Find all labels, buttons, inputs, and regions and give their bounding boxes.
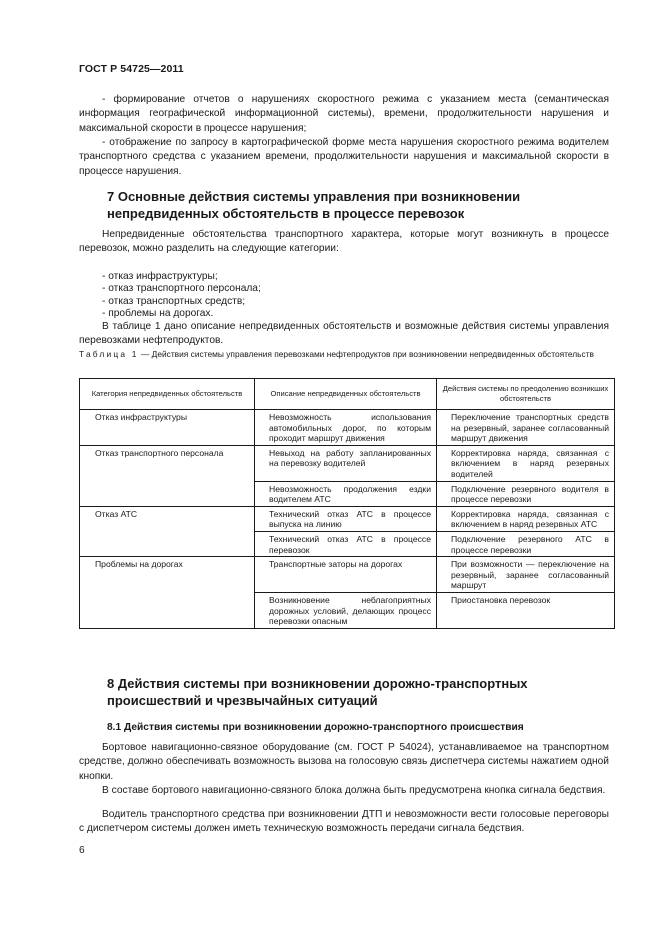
table-header-row	[80, 379, 615, 410]
row-category	[80, 481, 255, 506]
row-category: Проблемы на дорогах	[80, 557, 255, 593]
table-caption	[79, 349, 609, 360]
column-header-description: Описание непредвиденных обстоятельств	[255, 379, 437, 410]
list-item: - отказ инфраструктуры;	[102, 271, 218, 282]
intro-paragraph-1: - формирование отчетов о нарушениях скоростного режима с указанием места (семантическая информация географической информационной системы), времени, продолжительности нарушения и максимальной скорости в процессе нарушения;	[79, 94, 609, 134]
row-description: Технический отказ АТС в процессе перевозок	[255, 531, 437, 556]
row-description: Возникновение неблагоприятных дорожных условий, делающих процесс перевозки опасным	[255, 592, 437, 628]
row-description: Невозможность продолжения ездки водителем АТС	[255, 481, 437, 506]
row-category	[80, 531, 255, 556]
row-description: Невозможность использования автомобильных дорог, по которым проходит маршрут движения	[255, 410, 437, 446]
row-action: Подключение резервного водителя в процессе перевозки	[437, 481, 615, 506]
row-action: Корректировка наряда, связанная с включением в наряд резервных водителей	[437, 445, 615, 481]
row-category	[80, 592, 255, 628]
row-action: Приостановка перевозок	[437, 592, 615, 628]
section-7-intro: Непредвиденные обстоятельства транспортного характера, которые могут возникнуть в процессе перевозок, можно разделить на следующие категории:	[79, 229, 609, 255]
intro-paragraph-2: - отображение по запросу в картографической форме места нарушения скоростного режима водителем транспортного средства с указанием времени, продолжительности нарушения и максимальной скорости в процессе нарушения.	[79, 137, 609, 177]
table-caption-label: Таблица 1	[79, 349, 139, 359]
page-number: 6	[79, 845, 85, 856]
column-header-category: Категория непредвиденных обстоятельств	[80, 379, 255, 410]
category-list	[102, 271, 261, 321]
table-row	[80, 531, 615, 556]
table-reference-paragraph: В таблице 1 дано описание непредвиденных обстоятельств и возможные действия системы управления перевозками нефтепродуктов.	[79, 321, 609, 347]
table-row	[80, 506, 615, 531]
table-row	[80, 481, 615, 506]
row-action: Корректировка наряда, связанная с включением в наряд резервных АТС	[437, 506, 615, 531]
section-8-paragraph-1: Бортовое навигационно-связное оборудование (см. ГОСТ Р 54024), устанавливаемое на транспортном средстве, должно обеспечивать возможность вызова на голосовую связь диспетчера системы нажатием одной кнопки.	[79, 742, 609, 782]
list-item: - отказ транспортных средств;	[102, 295, 246, 307]
row-description: Транспортные заторы на дорогах	[255, 557, 437, 593]
column-header-action: Действия системы по преодолению возникших обстоятельств	[437, 379, 615, 410]
table-caption-text: — Действия системы управления перевозками нефтепродуктов при возникновении непредвиденных обстоятельств	[138, 349, 594, 359]
standard-header: ГОСТ Р 54725—2011	[79, 63, 184, 75]
list-item: - проблемы на дорогах.	[102, 308, 214, 320]
subsection-8-1-title: 8.1 Действия системы при возникновении дорожно-транспортного происшествия	[107, 722, 524, 733]
row-action: При возможности — переключение на резервный, заранее согласованный маршрут	[437, 557, 615, 593]
table-row	[80, 557, 615, 593]
row-description: Невыход на работу запланированных на перевозку водителей	[255, 445, 437, 481]
row-category: Отказ инфраструктуры	[80, 410, 255, 446]
list-item: - отказ транспортного персонала;	[102, 283, 261, 295]
row-action: Переключение транспортных средств на резервный, заранее согласованный маршрут движения	[437, 410, 615, 446]
row-action: Подключение резервного АТС в процессе перевозки	[437, 531, 615, 556]
section-8-paragraph-3: Водитель транспортного средства при возникновении ДТП и невозможности вести голосовые переговоры с диспетчером системы должен иметь техническую возможность передачи сигнала бедствия.	[79, 809, 609, 835]
row-category: Отказ АТС	[80, 506, 255, 531]
section-8-paragraph-2: В составе бортового навигационно-связного блока должна быть предусмотрена кнопка сигнала бедствия.	[102, 785, 606, 796]
row-description: Технический отказ АТС в процессе выпуска на линию	[255, 506, 437, 531]
table-row	[80, 592, 615, 628]
section-8-title: 8 Действия системы при возникновении дорожно-транспортных происшествий и чрезвычайных ситуаций	[107, 676, 528, 708]
table-row	[80, 445, 615, 481]
row-category: Отказ транспортного персонала	[80, 445, 255, 481]
section-7-title: 7 Основные действия системы управления при возникновении непредвиденных обстоятельств в процессе перевозок	[107, 189, 521, 221]
table-row	[80, 410, 615, 446]
table-1	[79, 378, 615, 629]
